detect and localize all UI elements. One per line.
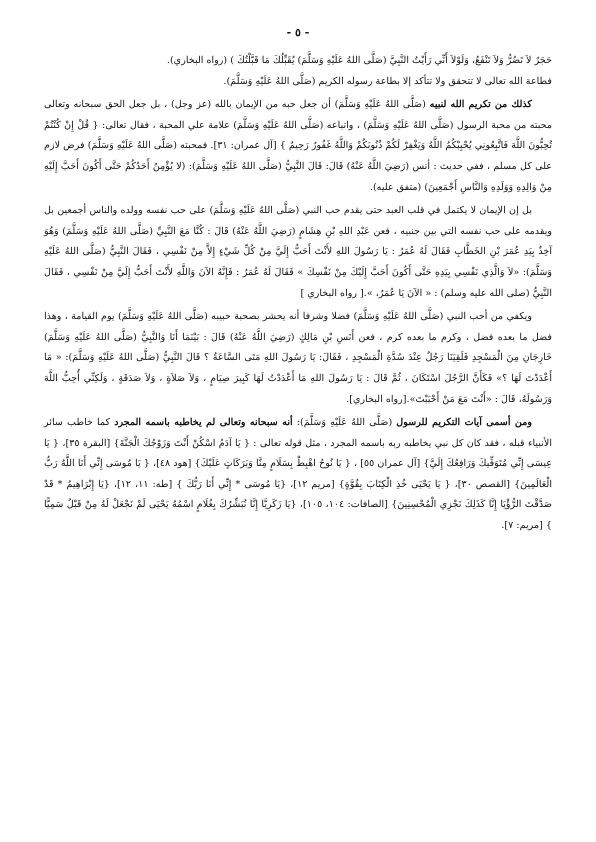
paragraph-not-named <box>44 413 552 537</box>
paragraph-lead-heading-2: أنه سبحانه وتعالى لم يخاطبه باسمه المجرد <box>114 417 293 429</box>
paragraph-text: حَجَرٌ لاَ تَضُرُّ وَلاَ تَنْفَعُ، وَلَوْلاَ أَنِّي رَأَيْتُ النَّبِيَّ (صَلَّى اللهُ عَلَيْهِ وَسَلَّمَ) يُقَبِّلُكَ مَا قَبَّلْتُكَ ) (رواه البخاري). <box>166 55 552 66</box>
paragraph-love-of-prophet <box>44 95 552 198</box>
document-page <box>44 26 552 826</box>
paragraph-companionship <box>44 307 552 410</box>
paragraph-text-2: كما خاطب سائر الأنبياء قبله ، فقد كان كل نبي يخاطبه ربه باسمه المجرد ، مثل قوله تعالى : { يَا آدَمُ اسْكُنْ أَنْتَ وَزَوْجُكَ الْجَنَّةَ} [البقرة ٣٥]، { يَا عِيسَى إِنِّي مُتَوَفِّيكَ وَرَافِعُكَ إِلَيَّ} [آل عمران ٥٥] ، { يَا نُوحُ اهْبِطْ بِسَلَامٍ مِنَّا وَبَرَكَاتٍ عَلَيْكَ} [هود ٤٨]، { يَا مُوسَى إِنِّي أَنَا اللَّهُ رَبُّ الْعَالَمِينَ} [القصص ٣٠]، { يَا يَحْيَى خُذِ الْكِتَابَ بِقُوَّةٍ} [مريم ١٢]، {يَا مُوسَى * إِنِّي أَنَا رَبُّكَ } [طه: ١١، ١٢]، {يَا إِبْرَاهِيمُ * قَدْ صَدَّقْتَ الرُّؤْيَا إِنَّا كَذَلِكَ نَجْزِي الْمُحْسِنِينَ} [الصافات: ١٠٤، ١٠٥]، {يَا زَكَرِيَّا إِنَّا نُبَشِّرُكَ بِغُلَامٍ اسْمُهُ يَحْيَى لَمْ نَجْعَلْ لَهُ مِنْ قَبْلُ سَمِيًّا } [مريم: ٧]. <box>44 417 552 532</box>
page-number: - ٥ - <box>286 26 310 39</box>
paragraph-obedience <box>44 72 552 93</box>
paragraph-hadith-stone <box>44 51 552 72</box>
paragraph-text: (صَلَّى اللهُ عَلَيْهِ وَسَلَّمَ) أن جعل حبه من الإيمان بالله (عز وجل) ، بل جعل الحق سبحانه وتعالى محبته من محبة الرسول (صَلَّى اللهُ عَلَيْهِ وَسَلَّمَ) ، واتباعه (صَلَّى اللهُ عَلَيْهِ وَسَلَّمَ) علامة علي المحبة ، فقال تعالى: { قُلْ إِنْ كُنْتُمْ تُحِبُّونَ اللَّهَ فَاتَّبِعُونِي يُحْبِبْكُمُ اللَّهُ وَيَغْفِرْ لَكُمْ ذُنُوبَكُمْ وَاللَّهُ غَفُورٌ رَحِيمٌ } [آل عمران: ٣١]. فمحبته (صَلَّى اللهُ عَلَيْهِ وَسَلَّمَ) فرض لازم على كل مسلم ، ففي حديث : أنس (رَضِيَ اللَّهُ عَنْهُ) قَالَ: قَالَ النَّبِيُّ (صَلَّى اللهُ عَلَيْهِ وَسَلَّمَ): (لا يُؤْمِنُ أَحَدُكُمْ حَتَّى أَكُونَ أَحَبَّ إِلَيْهِ مِنْ وَالِدِهِ وَوَلَدِهِ وَالنَّاسِ أَجْمَعِينَ) (متفق عليه). <box>44 99 552 193</box>
paragraph-text: (صَلَّى اللهُ عَلَيْهِ وَسَلَّمَ): <box>292 417 397 429</box>
paragraph-text: ويكفي من أحب النبي (صَلَّى اللهُ عَلَيْهِ وَسَلَّمَ) فضلا وشرفا أنه يحشر بصحبة حبيبه (صَلَّى اللهُ عَلَيْهِ وَسَلَّمَ) يوم القيامة ، وهذا فضل ما بعده فضل ، وكرم ما بعده كرم ، فعن أَنَسِ بْنِ مَالِكٍ (رَضِيَ اللَّهُ عَنْهُ) قَالَ : بَيْنَمَا أَنَا وَالنَّبِيُّ (صَلَّى اللهُ عَلَيْهِ وَسَلَّمَ) خَارِجَانِ مِنَ الْمَسْجِدِ فَلَقِيَنَا رَجُلٌ عِنْدَ سُدَّةِ الْمَسْجِدِ ، فَقَالَ: يَا رَسُولَ اللهِ مَتَى السَّاعَةُ ؟ قَالَ النَّبِيُّ (صَلَّى اللهُ عَلَيْهِ وَسَلَّمَ): « مَا أَعْدَدْتَ لَهَا ؟» فَكَأَنَّ الرَّجُلَ اسْتَكَانَ ، ثُمَّ قَالَ : يَا رَسُولَ اللهِ مَا أَعْدَدْتُ لَهَا كَبِيرَ صِيَامٍ ، وَلاَ صَلاَةٍ ، وَلاَ صَدَقَةٍ ، وَلَكِنِّي أُحِبُّ اللَّهَ وَرَسُولَهُ، قَالَ : «أَنْتَ مَعَ مَنْ أَحْبَبْتَ».[رواه البخاري]. <box>44 311 552 405</box>
paragraph-text: فطاعة الله تعالى لا تتحقق ولا تتأكد إلا بطاعة رسوله الكريم (صَلَّى اللهُ عَلَيْهِ وَسَلَّمَ). <box>223 75 552 87</box>
paragraph-faith-complete <box>44 201 552 304</box>
paragraph-text: بل إن الإيمان لا يكتمل في قلب العبد حتى يقدم حب النبي (صَلَّى اللهُ عَلَيْهِ وَسَلَّمَ) على حب نفسه وولده والناس أجمعين بل ويقدمه على حب نفسه التي بين جنبيه ، فعن عَبْدِ اللهِ بْنِ هِشَامٍ (رَضِيَ اللَّهُ عَنْهُ) قَالَ : كُنَّا مَعَ النَّبِيِّ (صَلَّى اللهُ عَلَيْهِ وَسَلَّمَ) وَهُوَ آخِذٌ بِيَدِ عُمَرَ بْنِ الخَطَّابِ فَقَالَ لَهُ عُمَرُ : يَا رَسُولَ اللهِ لأَنْتَ أَحَبُّ إِلَيَّ مِنْ كُلِّ شَيْءٍ إِلاَّ مِنْ نَفْسِي ، فَقَالَ النَّبِيُّ (صَلَّى اللهُ عَلَيْهِ وَسَلَّمَ): «لاَ وَالَّذِي نَفْسِي بِيَدِهِ حَتَّى أَكُونَ أَحَبَّ إِلَيْكَ مِنْ نَفْسِكَ » فَقَالَ لَهُ عُمَرُ : فَإِنَّهُ الآنَ وَاللَّهِ لأَنْتَ أَحَبُّ إِلَيَّ مِنْ نَفْسِي ، فَقَالَ النَّبِيُّ (صلى الله عليه وسلم) : « الآنَ يَا عُمَرُ، ».[ رواه البخاري ] <box>44 205 552 299</box>
paragraph-lead-heading: كذلك من تكريم الله لنبيه <box>429 99 532 111</box>
paragraph-lead-heading: ومن أسمى آيات التكريم للرسول <box>396 417 532 429</box>
